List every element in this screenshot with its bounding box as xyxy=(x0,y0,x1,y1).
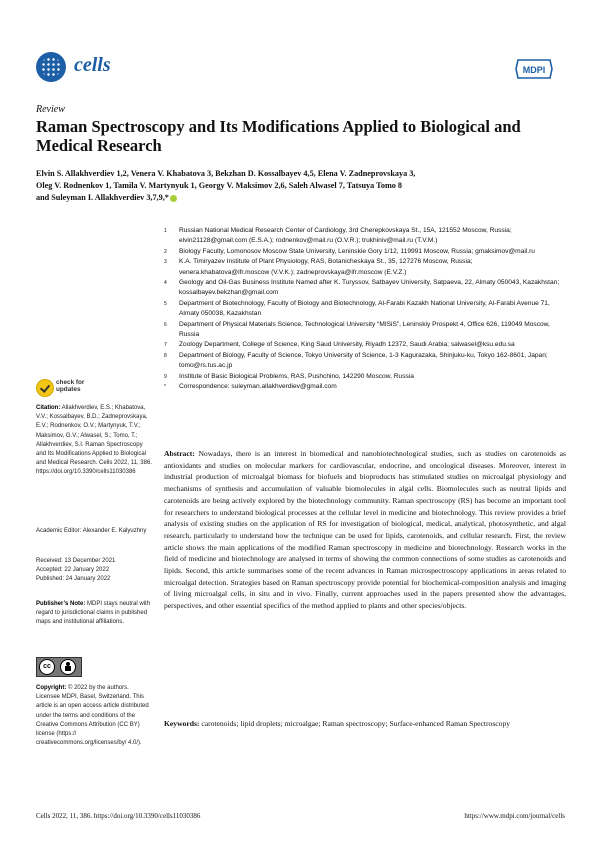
affiliation-item: 7 Zoology Department, College of Science, King Saud University, Riyadh 12372, Saudi Arabia; salwasel@ksu.edu.sa xyxy=(164,341,515,349)
keywords-text: carotenoids; lipid droplets; microalgae; Raman spectroscopy; Surface-enhanced Raman Spectroscopy xyxy=(201,719,511,728)
footer-journal-link[interactable]: https://www.mdpi.com/journal/cells xyxy=(464,812,565,820)
author-line: Elvin S. Allakhverdiev 1,2, Venera V. Khabatova 3, Bekzhan D. Kossalbayev 4,5, Elena V. Zadneprovskaya 3, xyxy=(36,169,416,178)
footer-citation[interactable]: Cells 2022, 11, 386. https://doi.org/10.3390/cells11030386 xyxy=(36,812,201,820)
mdpi-logo xyxy=(514,58,554,80)
keywords xyxy=(164,718,566,730)
affiliation-item: 5 Department of Biotechnology, Faculty of Biology and Biotechnology, Al-Farabi Kazakh National University, Al-Farabi Avenue 71, Almaty 050038, Kazakhstan xyxy=(164,299,550,318)
academic-editor: Academic Editor: Alexander E. Kalyuzhny xyxy=(36,528,147,534)
affiliation-item: 6 Department of Physical Materials Science, Technological University “MISiS”, Leninskiy Prospekt 4, Office 626, 119049 Moscow, Russia xyxy=(164,320,550,339)
check-updates-icon xyxy=(36,379,54,397)
affiliation-item: 3 K.A. Timiryazev Institute of Plant Physiology, RAS, Botanicheskaya St., 35, 127276 Moscow, Russia; venera.khabatova@ifr.moscow (V.V.K.); zadneprovskaya@ifr.moscow (E.V.Z.) xyxy=(164,258,473,276)
dates: Received: 13 December 2021 Accepted: 22 January 2022 Published: 24 January 2022 xyxy=(36,558,116,583)
article-type: Review xyxy=(36,104,65,115)
journal-name: cells xyxy=(74,54,111,76)
affiliation-item: 1 Russian National Medical Research Center of Cardiology, 3rd Cherepkovskaya St., 15A, 121552 Moscow, Russia; elvin21128@gmail.com (E.S.A.); rodnenkov@mail.ru (O.V.R.); trukhiniv@mail.ru (T.V.M.) xyxy=(164,227,512,245)
article-title: Raman Spectroscopy and Its Modifications Applied to Biological and Medical Research xyxy=(36,117,521,155)
abstract xyxy=(164,448,566,612)
svg-text:MDPI: MDPI xyxy=(522,65,546,75)
affiliation-item: 4 Geology and Oil-Gas Business Institute Named after K. Turyssov, Satbayev University, Satpaeva, 22, Almaty 050043, Kazakhstan; kossalbayev.bekzhan@gmail.com xyxy=(164,279,560,297)
publisher-note: Publisher’s Note: MDPI stays neutral with regard to jurisdictional claims in published maps and institutional affiliations. xyxy=(36,601,151,626)
affiliations xyxy=(164,226,564,393)
author-line: Oleg V. Rodnenkov 1, Tamila V. Martynyuk 1, Georgy V. Maksimov 2,6, Saleh Alwasel 7, Tatsuya Tomo 8 xyxy=(36,181,403,191)
cc-icon: cc xyxy=(39,659,55,675)
affiliation-item: 8 Department of Biology, Faculty of Science, Tokyo University of Science, 1-3 Kagurazaka, Shinjuku-ku, Tokyo 162-8601, Japan; tomo@rs.tus.ac.jp xyxy=(164,351,548,370)
keywords-label: Keywords: xyxy=(164,719,200,728)
abstract-text: Nowadays, there is an interest in biomedical and nanobiotechnological studies, such as studies on carotenoids as antioxidants and studies on molecular markers for cardiovascular, endocrine, and oncological diseases. Moreover, interest in industrial production of microalgal biomass for biofuels and bioproducts has stimulated studies on microalgal physiology and mechanisms of synthesis and accumulation of valuable biomolecules in algal cells. Biomolecules such as neutral lipids and carotenoids are being actively explored by the biotechnology community. Raman spectroscopy (RS) has become an important tool for researchers to understand biological processes at the cellular level in medicine and biotechnology. This review provides a brief analysis of existing studies on the application of RS for investigation of biological, medical, analytical, photosynthetic, and algal research, particularly to understand how the technique can be used for lipids, carotenoids, and cellular research. First, the review article shows the main applications of the modified Raman spectroscopy in medicine and biotechnology. Research works in the field of medicine and biotechnology are analysed in terms of showing the common connections of some studies as carotenoids and lipids. Second, this article summarises some of the recent advances in Raman microspectroscopy applications in areas related to microalgal detection. Strategies based on Raman spectroscopy provide potential for biochemical-composition analysis and imaging of living microalgal cells, in situ and in vivo. Finally, current approaches used in the papers presented show the advantages, perspectives, and other essential specifics of the method applied to plants and other species/objects. xyxy=(164,449,566,611)
check-for-updates-button[interactable]: check for updates xyxy=(36,378,106,398)
affiliation-item: 9 Institute of Basic Biological Problems, RAS, Pushchino, 142290 Moscow, Russia xyxy=(164,372,414,380)
citation-block: Citation: Allakhverdiev, E.S.; Khabatova, V.V.; Kossalbayev, B.D.; Zadneprovskaya, E.V.; Rodnenkov, O.V.; Martynyuk, T.V.; Maksimov, G.V.; Alwasel, S.; Tomo, T.; Allakhverdiev, S.I. Raman Spectroscopy and Its Modifications Applied to Biological and Medical Research. Cells 2022, 11, 386. https://doi.org/10.3390/cells11030386 xyxy=(36,405,152,476)
cc-by-license-badge[interactable] xyxy=(36,657,82,677)
journal-logo-icon xyxy=(36,52,66,82)
affiliation-item: * Correspondence: suleyman.allakhverdiev@gmail.com xyxy=(164,383,337,391)
author-line: and Suleyman I. Allakhverdiev 3,7,9,* xyxy=(36,192,558,204)
affiliation-item: 2 Biology Faculty, Lomonosov Moscow State University, Leninskie Gory 1/12, 119991 Moscow, Russia; gmaksimov@mail.ru xyxy=(164,247,535,255)
author-list xyxy=(36,168,558,205)
copyright-block: Copyright: © 2022 by the authors. Licensee MDPI, Basel, Switzerland. This article is an open access article distributed under the terms and conditions of the Creative Commons Attribution (CC BY) license (https:// creativecommons.org/licenses/by/ 4.0/). xyxy=(36,685,149,747)
orcid-icon[interactable] xyxy=(170,195,177,202)
by-person-icon xyxy=(60,659,76,675)
abstract-label: Abstract: xyxy=(164,449,195,458)
